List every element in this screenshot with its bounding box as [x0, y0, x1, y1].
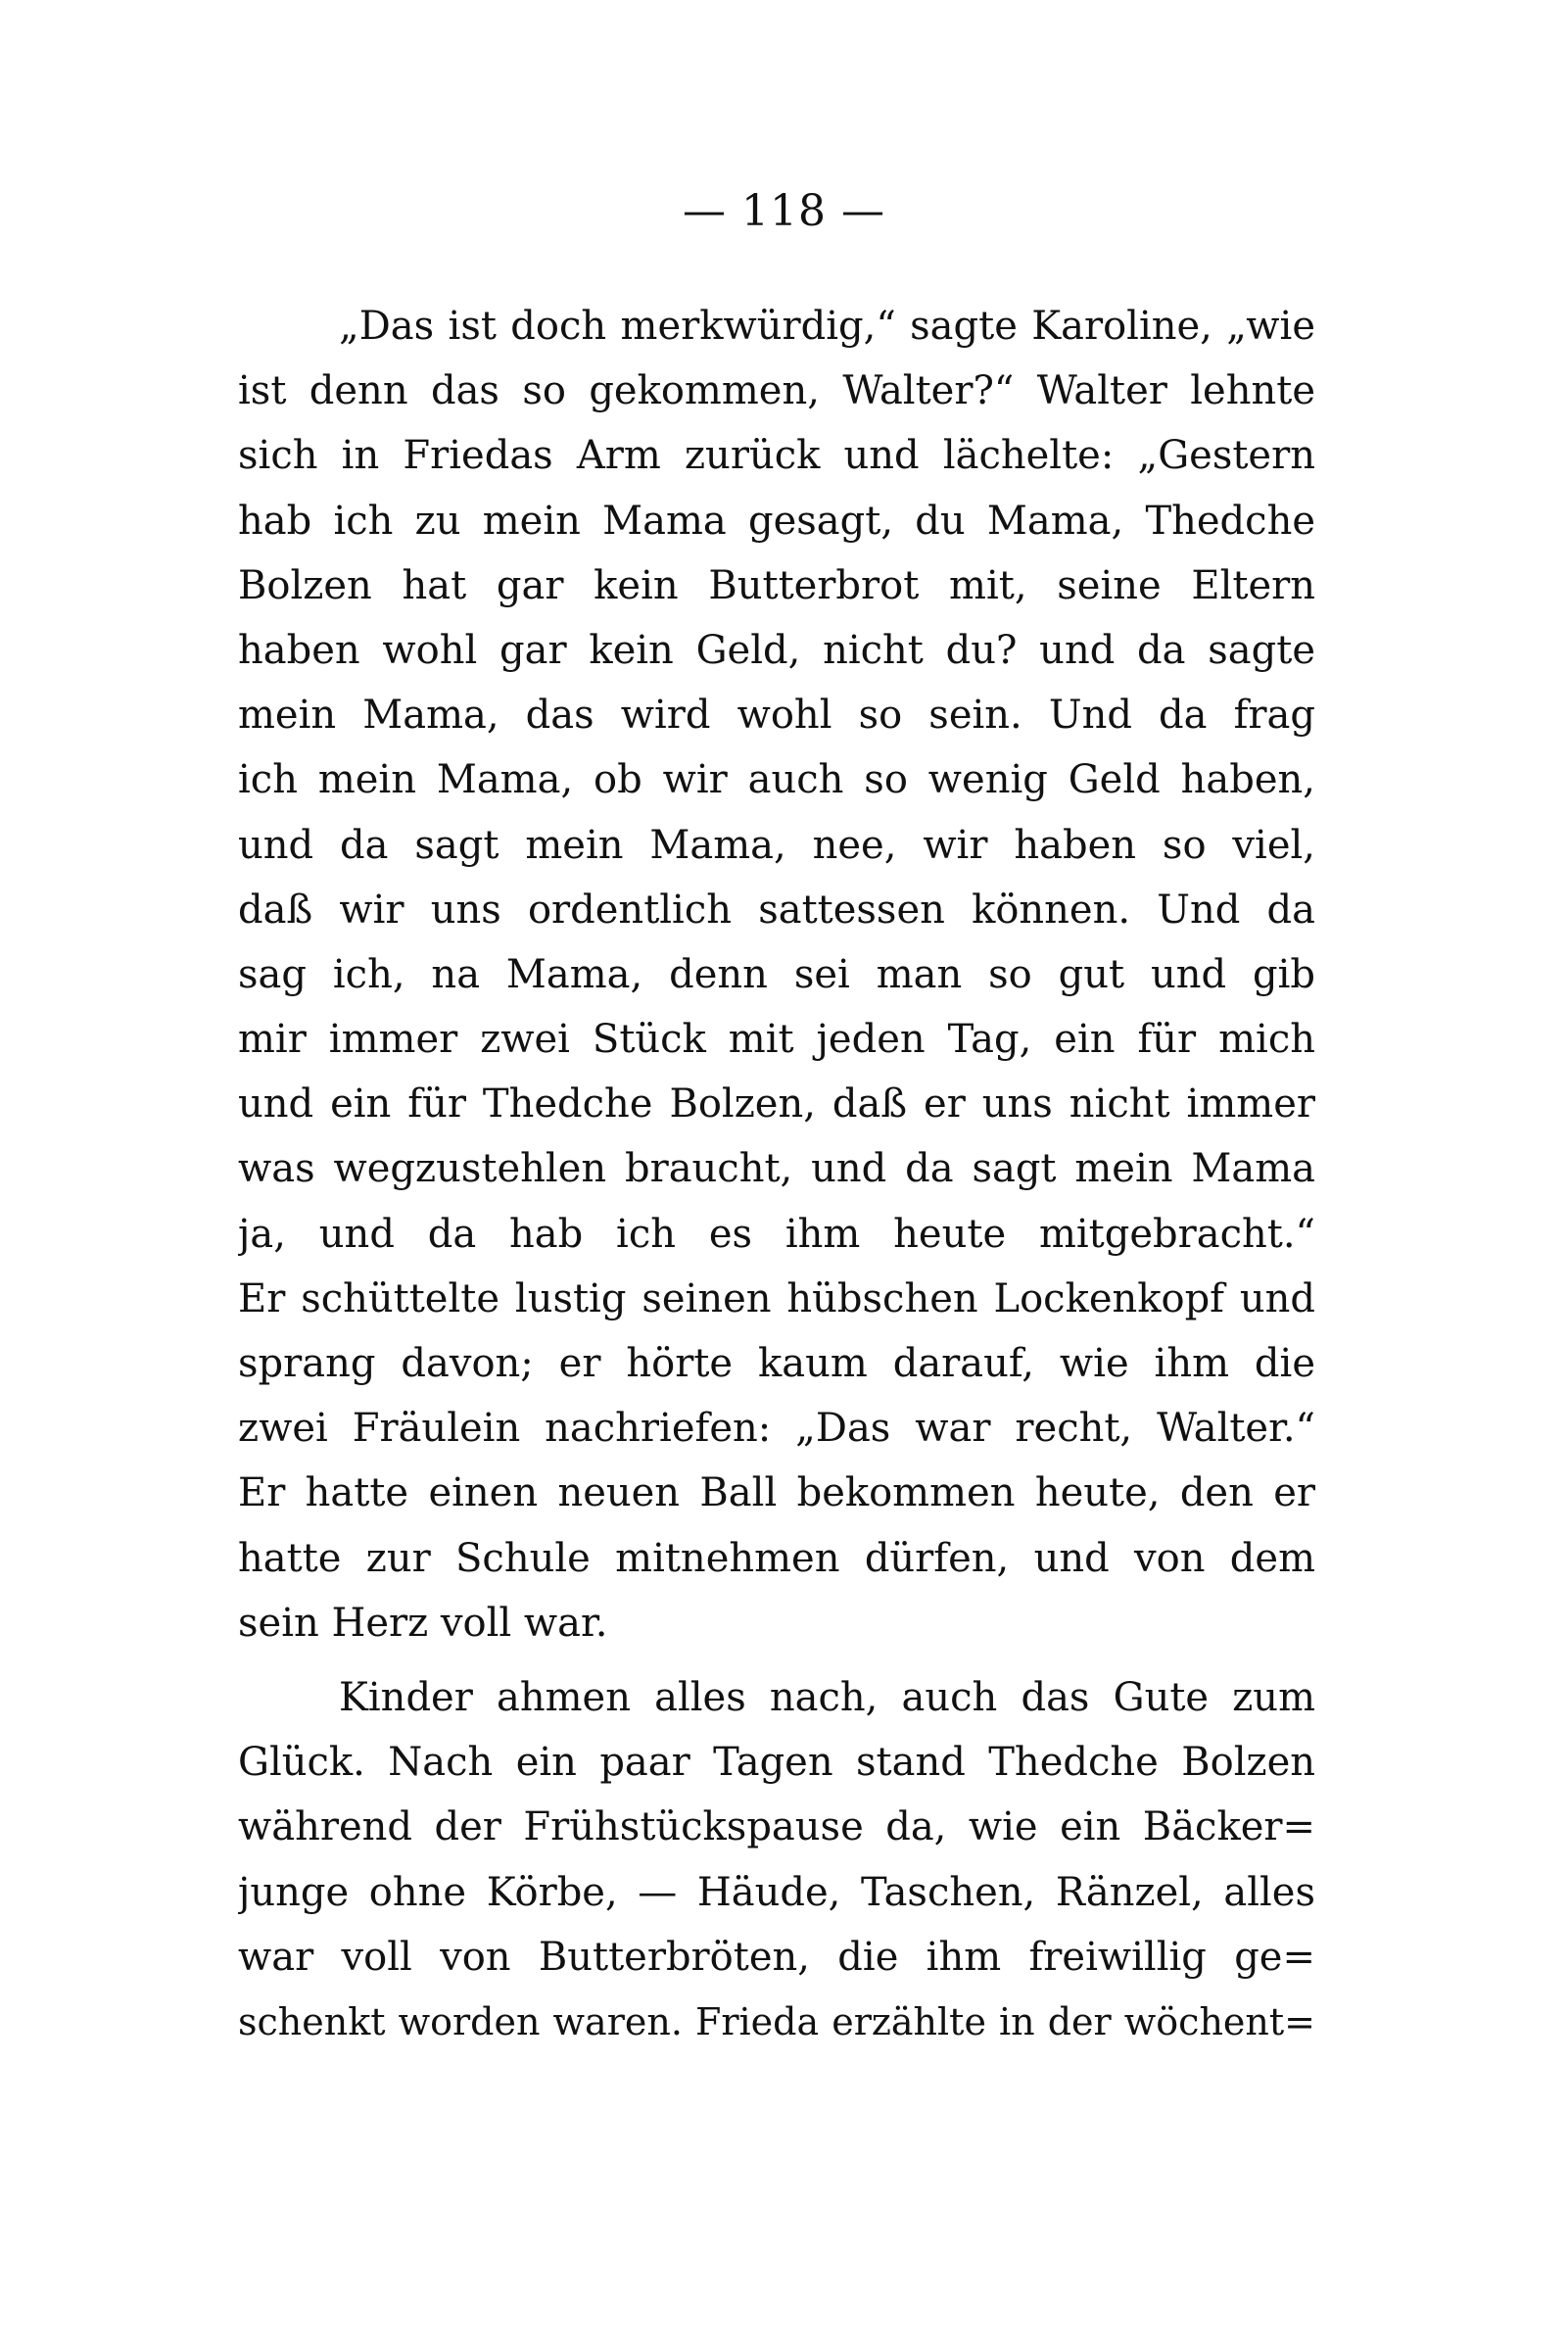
text-line: daß wir uns ordentlich sattessen können. Und da — [238, 887, 1315, 933]
text-line: ich mein Mama, ob wir auch so wenig Geld haben, — [238, 757, 1315, 803]
text-line: sein Herz voll war. — [238, 1600, 608, 1646]
text-line: mir immer zwei Stück mit jeden Tag, ein für mich — [238, 1017, 1315, 1063]
text-line: haben wohl gar kein Geld, nicht du? und da sagte — [238, 627, 1315, 673]
text-line: und da sagt mein Mama, nee, wir haben so viel, — [238, 822, 1315, 868]
text-line: sag ich, na Mama, denn sei man so gut und gib — [238, 951, 1315, 997]
text-line: zwei Fräulein nachriefen: „Das war recht, Walter.“ — [238, 1406, 1315, 1452]
text-line: ist denn das so gekommen, Walter?“ Walter lehnte — [238, 368, 1315, 414]
text-line: Bolzen hat gar kein Butterbrot mit, seine Eltern — [238, 562, 1315, 608]
body-text — [238, 294, 1315, 2054]
text-line: Er hatte einen neuen Ball bekommen heute, den er — [238, 1470, 1315, 1516]
paragraph-1 — [238, 294, 1315, 1656]
text-line: was wegzustehlen braucht, und da sagt mein Mama — [238, 1146, 1315, 1192]
text-line: hab ich zu mein Mama gesagt, du Mama, Thedche — [238, 498, 1315, 544]
text-line: hatte zur Schule mitnehmen dürfen, und von dem — [238, 1535, 1315, 1581]
text-line: und ein für Thedche Bolzen, daß er uns nicht immer — [238, 1081, 1315, 1128]
text-line: mein Mama, das wird wohl so sein. Und da frag — [238, 693, 1315, 739]
text-line: schenkt worden waren. Frieda erzählte in der wöchent= — [238, 1999, 1315, 2043]
text-line: Er schüttelte lustig seinen hübschen Lockenkopf und — [238, 1275, 1315, 1321]
paragraph-gap — [238, 1656, 1315, 1665]
paragraph-2 — [238, 1665, 1315, 2054]
text-line: sich in Friedas Arm zurück und lächelte: „Gestern — [238, 433, 1315, 479]
text-line: während der Frühstückspause da, wie ein Bäcker= — [238, 1804, 1315, 1850]
text-line: ja, und da hab ich es ihm heute mitgebracht.“ — [238, 1211, 1315, 1257]
text-line: war voll von Butterbröten, die ihm freiwillig ge= — [238, 1934, 1315, 1980]
text-line: „Das ist doch merkwürdig,“ sagte Karoline, „wie — [339, 304, 1315, 349]
page-number: — 118 — — [683, 186, 885, 236]
text-line: Kinder ahmen alles nach, auch das Gute zum — [339, 1674, 1315, 1720]
text-line: junge ohne Körbe, — Häude, Taschen, Ränzel, alles — [238, 1869, 1315, 1915]
text-line: Glück. Nach ein paar Tagen stand Thedche Bolzen — [238, 1740, 1315, 1786]
text-line: sprang davon; er hörte kaum darauf, wie ihm die — [238, 1341, 1315, 1386]
